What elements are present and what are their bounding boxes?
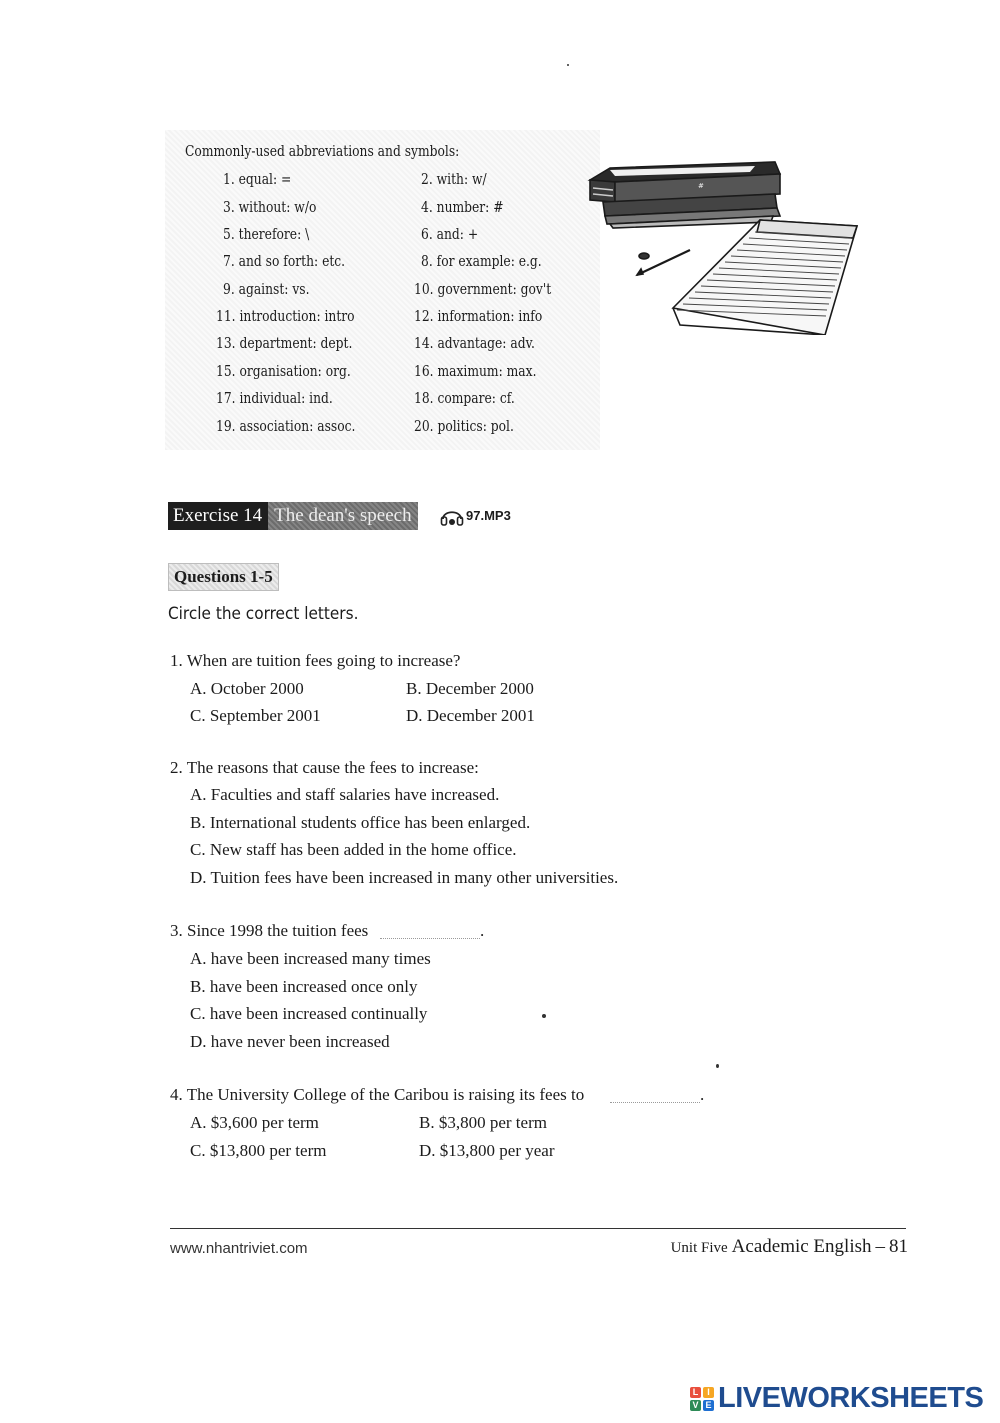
question-stem: 2. The reasons that cause the fees to increase:: [170, 758, 479, 777]
question-stem: 1. When are tuition fees going to increase?: [170, 651, 461, 670]
abbreviation-item: 3. without: w/o: [223, 198, 317, 216]
answer-option[interactable]: C. have been increased continually: [190, 1004, 428, 1023]
answer-blank[interactable]: [380, 937, 480, 939]
abbreviation-item: 5. therefore: \: [223, 225, 310, 243]
answer-option[interactable]: B. $3,800 per term: [419, 1113, 547, 1132]
question-end: .: [700, 1085, 705, 1104]
abbreviation-item: 18. compare: cf.: [414, 389, 515, 407]
abbreviation-item: 8. for example: e.g.: [421, 252, 542, 270]
instruction-text: Circle the correct letters.: [168, 604, 359, 624]
abbreviation-item: 13. department: dept.: [216, 334, 353, 352]
liveworksheets-grid-icon: [690, 1387, 714, 1411]
logo-letter: E: [703, 1400, 714, 1411]
abbreviation-item: 15. organisation: org.: [216, 362, 351, 380]
answer-option[interactable]: C. New staff has been added in the home office.: [190, 840, 517, 859]
abbreviation-item: 1. equal: =: [223, 170, 292, 188]
abbreviation-item: 20. politics: pol.: [414, 417, 514, 435]
abbreviation-item: 6. and: +: [421, 225, 479, 243]
answer-option[interactable]: B. International students office has been enlarged.: [190, 813, 531, 832]
abbreviations-title: Commonly-used abbreviations and symbols:: [185, 142, 460, 160]
footer-unit: Unit Five: [670, 1240, 728, 1256]
questions-badge: Questions 1-5: [168, 563, 279, 591]
abbreviation-item: 4. number: #: [421, 198, 504, 216]
abbreviation-item: 10. government: gov't: [414, 280, 552, 298]
logo-letter: V: [690, 1400, 701, 1411]
answer-option[interactable]: A. $3,600 per term: [190, 1113, 319, 1132]
abbreviation-item: 2. with: w/: [421, 170, 487, 188]
logo-letter: I: [703, 1387, 714, 1398]
abbreviation-item: 19. association: assoc.: [216, 417, 356, 435]
footer-section: Academic English: [731, 1236, 872, 1257]
answer-option[interactable]: D. December 2001: [406, 706, 535, 725]
answer-option[interactable]: B. have been increased once only: [190, 977, 418, 996]
question-stem: 3. Since 1998 the tuition fees: [170, 921, 369, 940]
scan-speck: [542, 1014, 546, 1018]
answer-option[interactable]: B. December 2000: [406, 679, 534, 698]
answer-option[interactable]: A. Faculties and staff salaries have increased.: [190, 785, 500, 804]
scan-speck: [716, 1064, 719, 1068]
abbreviation-item: 17. individual: ind.: [216, 389, 333, 407]
liveworksheets-logo: [690, 1382, 983, 1415]
exercise-header: [168, 502, 418, 530]
abbreviation-item: 14. advantage: adv.: [414, 334, 535, 352]
footer-dash: –: [875, 1236, 885, 1257]
footer-website: www.nhantriviet.com: [170, 1240, 308, 1257]
answer-blank[interactable]: [610, 1101, 700, 1103]
answer-option[interactable]: A. have been increased many times: [190, 949, 431, 968]
headphones-icon: [440, 505, 464, 527]
abbreviation-item: 9. against: vs.: [223, 280, 310, 298]
abbreviation-item: 16. maximum: max.: [414, 362, 537, 380]
answer-option[interactable]: C. September 2001: [190, 706, 321, 725]
scan-speck: [567, 64, 569, 66]
abbreviation-item: 7. and so forth: etc.: [223, 252, 346, 270]
books-notepad-illustration: [585, 150, 870, 335]
abbreviation-item: 12. information: info: [414, 307, 543, 325]
answer-option[interactable]: D. Tuition fees have been increased in many other universities.: [190, 868, 619, 887]
abbreviation-item: 11. introduction: intro: [216, 307, 355, 325]
answer-option[interactable]: A. October 2000: [190, 679, 304, 698]
answer-option[interactable]: D. have never been increased: [190, 1032, 390, 1051]
liveworksheets-wordmark: LIVEWORKSHEETS: [718, 1382, 984, 1414]
answer-option[interactable]: D. $13,800 per year: [419, 1141, 555, 1160]
footer-page-number: 81: [889, 1236, 908, 1257]
footer-page-info: [671, 1236, 908, 1258]
answer-option[interactable]: C. $13,800 per term: [190, 1141, 327, 1160]
logo-letter: L: [690, 1387, 701, 1398]
svg-text:#: #: [698, 182, 704, 190]
exercise-title: The dean's speech: [268, 502, 417, 530]
footer-rule: [170, 1228, 906, 1229]
exercise-label: Exercise 14: [168, 502, 268, 530]
question-end: .: [480, 921, 485, 940]
audio-track-label: 97.MP3: [466, 508, 511, 523]
question-stem: 4. The University College of the Caribou is raising its fees to: [170, 1085, 585, 1104]
